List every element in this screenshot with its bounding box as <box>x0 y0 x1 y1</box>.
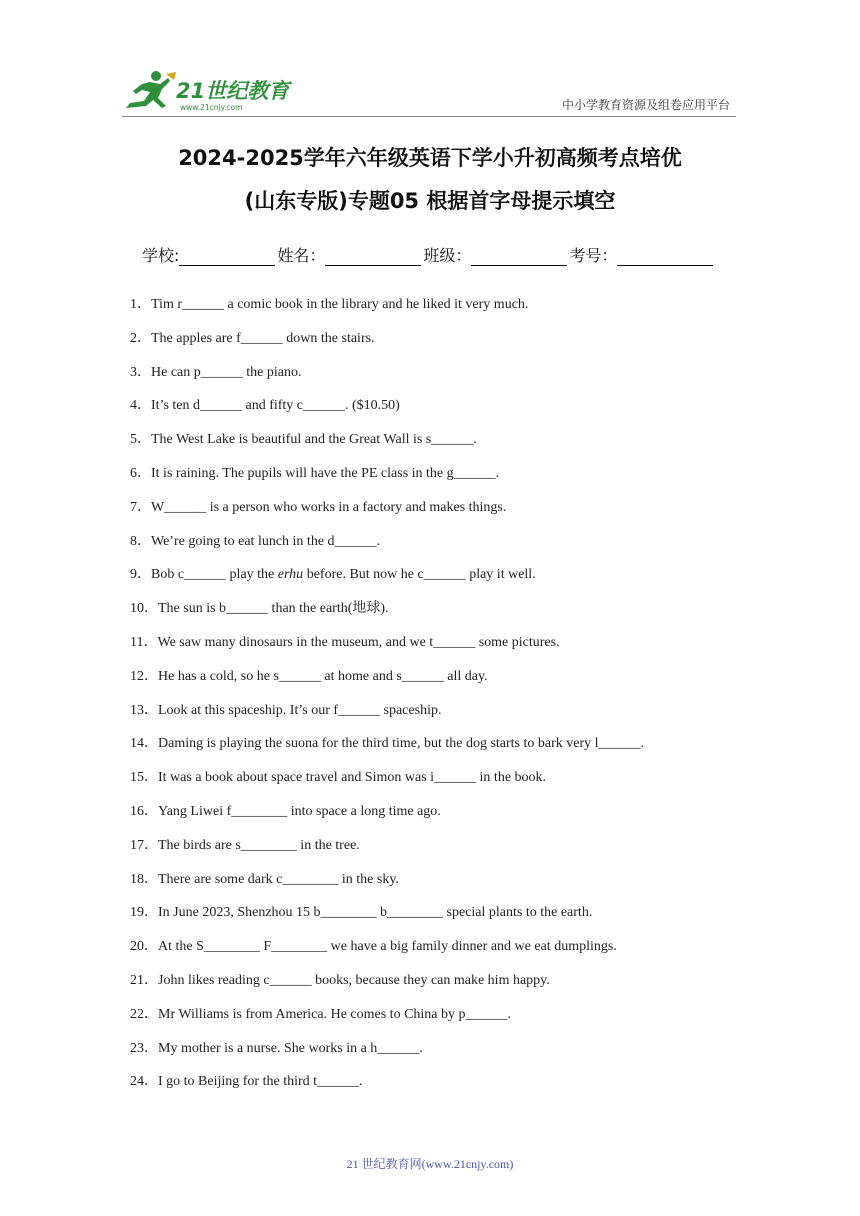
question-item <box>130 499 770 533</box>
question-text: There are some dark c________ in the sky. <box>158 871 399 887</box>
question-item <box>130 702 770 736</box>
question-number: 1． <box>130 297 151 312</box>
question-item <box>130 735 770 769</box>
question-text: Tim r______ a comic book in the library and he liked it very much. <box>151 297 529 312</box>
svg-text:21世纪教育: 21世纪教育 <box>176 79 290 103</box>
question-number: 19． <box>130 905 158 921</box>
question-number: 21． <box>130 972 158 988</box>
question-number: 13． <box>130 702 158 718</box>
page-header <box>0 0 860 120</box>
question-text: W______ is a person who works in a factory and makes things. <box>151 499 507 515</box>
question-item <box>130 397 770 431</box>
platform-name: 中小学教育资源及组卷应用平台 <box>561 98 730 112</box>
question-item <box>130 1006 770 1040</box>
student-info-row <box>142 243 715 266</box>
question-text: I go to Beijing for the third t______. <box>158 1074 363 1090</box>
question-text: We saw many dinosaurs in the museum, and we t______ some pictures. <box>157 634 560 650</box>
question-number: 23． <box>130 1040 158 1056</box>
question-item <box>130 837 770 871</box>
question-text: Daming is playing the suona for the third time, but the dog starts to bark very l______. <box>158 736 645 752</box>
question-text: Look at this spaceship. It’s our f______ spaceship. <box>158 702 442 718</box>
title-line-2: (山东专版)专题05 根据首字母提示填空 <box>244 189 616 213</box>
question-item <box>130 533 770 567</box>
question-text: Bob c______ play the <box>151 567 278 583</box>
question-number: 15． <box>130 770 158 786</box>
question-text: We’re going to eat lunch in the d______. <box>151 533 381 549</box>
question-item <box>130 431 770 465</box>
title-line-1: 2024-2025学年六年级英语下学小升初高频考点培优 <box>178 146 682 170</box>
class-label: 班级： <box>423 246 472 265</box>
number-label: 考号： <box>569 246 618 265</box>
question-number: 14． <box>130 736 158 752</box>
question-item <box>130 566 770 600</box>
question-number: 4． <box>130 398 151 414</box>
question-item <box>130 465 770 499</box>
school-blank <box>179 248 275 266</box>
question-number: 8． <box>130 533 151 549</box>
question-item <box>130 1040 770 1074</box>
question-number: 12． <box>130 668 158 684</box>
question-text: It’s ten d______ and fifty c______. ($10.50) <box>151 398 400 414</box>
question-text: In June 2023, Shenzhou 15 b________ b________ special plants to the earth. <box>158 905 593 921</box>
question-text: He can p______ the piano. <box>151 364 302 380</box>
svg-text:www.21cnjy.com: www.21cnjy.com <box>180 103 243 112</box>
question-number: 9． <box>130 567 151 583</box>
class-blank <box>471 248 567 266</box>
question-text: The birds are s________ in the tree. <box>158 837 360 853</box>
question-text: The West Lake is beautiful and the Great Wall is s______. <box>151 432 477 448</box>
question-text: The apples are f______ down the stairs. <box>151 330 375 346</box>
page-footer[interactable]: 21 世纪教育网(www.21cnjy.com) <box>346 1157 514 1171</box>
logo-image <box>122 68 292 114</box>
question-number: 16． <box>130 803 158 819</box>
number-blank <box>617 248 713 266</box>
name-blank <box>325 248 421 266</box>
question-item <box>130 330 770 364</box>
question-item <box>130 871 770 905</box>
question-item <box>130 668 770 702</box>
question-number: 18． <box>130 871 158 887</box>
question-text: He has a cold, so he s______ at home and s______ all day. <box>158 668 488 684</box>
question-text: It is raining. The pupils will have the PE class in the g______. <box>151 465 500 481</box>
school-label: 学校: <box>142 246 180 265</box>
question-text: Mr Williams is from America. He comes to China by p______. <box>158 1006 512 1022</box>
question-item <box>130 938 770 972</box>
question-item <box>130 904 770 938</box>
question-item <box>130 296 770 330</box>
question-item <box>130 364 770 398</box>
question-number: 3． <box>130 364 151 380</box>
question-text: At the S________ F________ we have a big family dinner and we eat dumplings. <box>158 939 617 955</box>
question-text: before. But now he c______ play it well. <box>303 567 536 583</box>
question-text: John likes reading c______ books, because they can make him happy. <box>158 972 550 988</box>
question-text: Yang Liwei f________ into space a long time ago. <box>158 803 441 819</box>
question-number: 10． <box>130 601 158 617</box>
question-text: It was a book about space travel and Simon was i______ in the book. <box>158 770 547 786</box>
question-number: 24． <box>130 1074 158 1090</box>
question-item <box>130 634 770 668</box>
question-number: 22． <box>130 1006 158 1022</box>
question-text: My mother is a nurse. She works in a h______. <box>158 1040 423 1056</box>
name-label: 姓名： <box>277 246 326 265</box>
question-number: 11． <box>130 634 158 650</box>
question-number: 5． <box>130 432 151 448</box>
question-text: The sun is b______ than the earth(地球). <box>158 601 389 617</box>
question-list <box>130 296 770 1107</box>
question-item <box>130 769 770 803</box>
question-item <box>130 600 770 634</box>
header-divider <box>122 116 736 117</box>
question-number: 20． <box>130 939 158 955</box>
question-number: 6． <box>130 465 151 481</box>
question-number: 7． <box>130 499 151 515</box>
question-item <box>130 803 770 837</box>
logo <box>122 68 292 114</box>
question-item <box>130 972 770 1006</box>
question-italic-word: erhu <box>277 567 304 583</box>
question-number: 2． <box>130 330 151 346</box>
question-number: 17． <box>130 837 158 853</box>
question-item <box>130 1073 770 1107</box>
